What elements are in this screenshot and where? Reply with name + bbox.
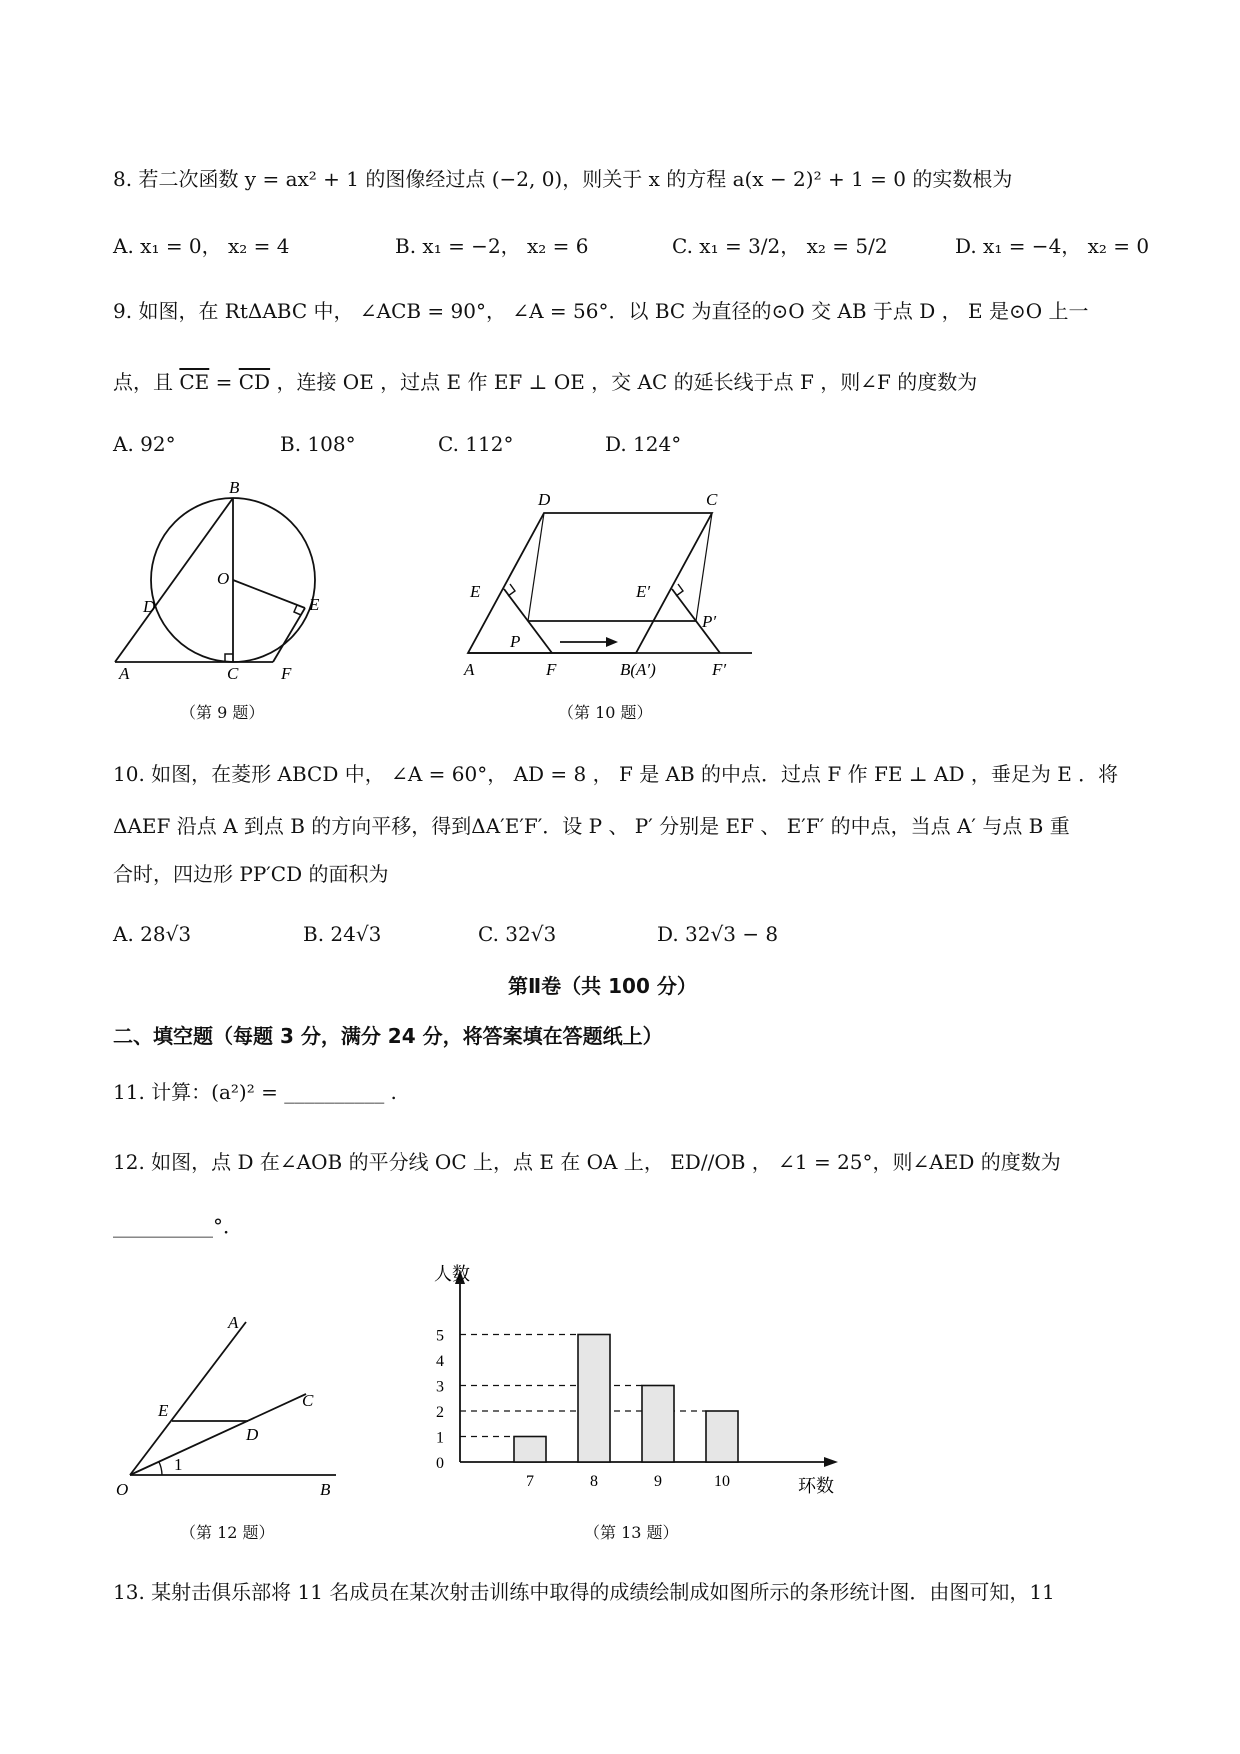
x-tick-label: 9: [654, 1473, 662, 1490]
q9-option-b: B. 108°: [280, 432, 356, 456]
segment-oe: [233, 580, 305, 608]
label-a: A: [464, 660, 475, 679]
angle-1-arc: [159, 1462, 162, 1475]
label-a: A: [228, 1313, 239, 1332]
label-f: F: [281, 664, 292, 683]
figure-9-caption: （第 9 题）: [180, 703, 265, 722]
x-tick-label: 10: [714, 1473, 730, 1490]
segment-ef: [273, 608, 305, 662]
q9-option-c: C. 112°: [438, 432, 514, 456]
q8-option-c: C. x₁ = 3/2， x₂ = 5/2: [672, 234, 888, 258]
figure-13-chart: [420, 1260, 860, 1500]
x-axis-arrow-icon: [824, 1457, 838, 1467]
arc-cd: $\overline{CD}$: [238, 370, 271, 394]
label-d: D: [538, 490, 551, 509]
label-e: E: [309, 595, 320, 614]
q10-line1: 10. 如图，在菱形 ABCD 中， ∠A = 60°， AD = 8 ， F 是 AB 的中点．过点 F 作 FE ⊥ AD ，垂足为 E ．将: [113, 762, 1119, 786]
label-e2: E′: [636, 582, 651, 601]
bar-8: [578, 1335, 610, 1463]
y-tick-label: 1: [436, 1429, 444, 1447]
x-axis-label: 环数: [798, 1476, 834, 1496]
q8-option-d: D. x₁ = −4， x₂ = 0: [955, 234, 1150, 258]
label-d: D: [143, 597, 156, 616]
label-p: P: [510, 632, 521, 651]
label-c: C: [227, 664, 239, 683]
q10-option-a: A. 28√3: [113, 922, 192, 946]
y-axis-label: 人数: [434, 1264, 470, 1284]
q9-stem-line1: 9. 如图，在 RtΔABC 中， ∠ACB = 90°， ∠A = 56°．以 BC 为直径的⊙O 交 AB 于点 D ， E 是⊙O 上一: [113, 299, 1089, 323]
q8-stem: 8. 若二次函数 y = ax² + 1 的图像经过点 (−2, 0)，则关于 x 的方程 a(x − 2)² + 1 = 0 的实数根为: [113, 167, 1013, 191]
q10-line3: 合时，四边形 PP′CD 的面积为: [113, 862, 389, 886]
label-e: E: [470, 582, 481, 601]
section-2-title: 第Ⅱ卷（共 100 分）: [508, 974, 697, 998]
label-d: D: [246, 1425, 259, 1444]
label-b: B: [320, 1480, 331, 1499]
label-angle-1: 1: [174, 1455, 183, 1474]
y-tick-label: 5: [436, 1327, 444, 1345]
label-b-a2: B(A′): [620, 660, 656, 679]
label-p2: P′: [702, 612, 717, 631]
ray-oa: [130, 1322, 246, 1475]
bar-10: [706, 1411, 738, 1462]
bar-7: [514, 1437, 546, 1463]
label-e: E: [158, 1401, 169, 1420]
right-angle-e: [508, 584, 515, 596]
right-angle-e2: [676, 584, 683, 596]
label-a: A: [119, 664, 130, 683]
q12-line1: 12. 如图，点 D 在∠AOB 的平分线 OC 上，点 E 在 OA 上， ED//OB ， ∠1 = 25°，则∠AED 的度数为: [113, 1150, 1061, 1174]
figure-13-caption: （第 13 题）: [584, 1523, 679, 1542]
figure-9: [115, 478, 320, 683]
q13-text: 13. 某射击俱乐部将 11 名成员在某次射击训练中取得的成绩绘制成如图所示的条形统计图．由图可知，11: [113, 1580, 1055, 1604]
bar-9: [642, 1386, 674, 1463]
label-f: F: [546, 660, 557, 679]
x-tick-label: 7: [526, 1473, 534, 1490]
label-c: C: [302, 1391, 314, 1410]
q10-option-c: C. 32√3: [478, 922, 557, 946]
q11-text: 11. 计算：(a²)² = __________ .: [113, 1080, 397, 1104]
q9-stem-line2: [113, 368, 977, 396]
q9-line2-start: 点，且: [113, 370, 180, 394]
q8-option-a: A. x₁ = 0， x₂ = 4: [113, 234, 290, 258]
label-f2: F′: [712, 660, 727, 679]
q9-option-d: D. 124°: [605, 432, 682, 456]
right-angle-c: [225, 654, 233, 662]
q9-line2-end: ，连接 OE ，过点 E 作 EF ⊥ OE ，交 AC 的延长线于点 F ，则∠F 的度数为: [270, 370, 978, 394]
q10-line2: ΔAEF 沿点 A 到点 B 的方向平移，得到ΔA′E′F′．设 P 、 P′ 分别是 EF 、 E′F′ 的中点，当点 A′ 与点 B 重: [113, 814, 1070, 838]
figure-12-caption: （第 12 题）: [180, 1523, 275, 1542]
fill-in-heading: 二、填空题（每题 3 分，满分 24 分，将答案填在答题纸上）: [113, 1024, 663, 1048]
figure-10-caption: （第 10 题）: [558, 703, 653, 722]
label-b: B: [229, 478, 240, 497]
figure-10: [460, 485, 760, 685]
y-tick-label: 2: [436, 1404, 444, 1421]
label-c: C: [706, 490, 718, 509]
q8-option-b: B. x₁ = −2， x₂ = 6: [395, 234, 589, 258]
rhombus-abcd: [468, 513, 712, 653]
y-tick-label: 4: [436, 1353, 444, 1370]
figure-12: [110, 1310, 350, 1500]
label-o: O: [217, 569, 230, 588]
q12-line2: __________°．: [113, 1214, 243, 1238]
q10-option-d: D. 32√3 − 8: [657, 922, 779, 946]
x-tick-label: 8: [590, 1473, 598, 1490]
q9-option-a: A. 92°: [113, 432, 176, 456]
equals-sign: =: [209, 370, 239, 394]
ray-oc: [130, 1394, 306, 1475]
arrow-icon: [606, 637, 618, 647]
label-o: O: [116, 1480, 129, 1499]
arc-ce: $\overline{CE}$: [179, 370, 210, 394]
q10-option-b: B. 24√3: [303, 922, 382, 946]
y-tick-label: 0: [436, 1455, 444, 1472]
y-tick-label: 3: [436, 1378, 444, 1396]
